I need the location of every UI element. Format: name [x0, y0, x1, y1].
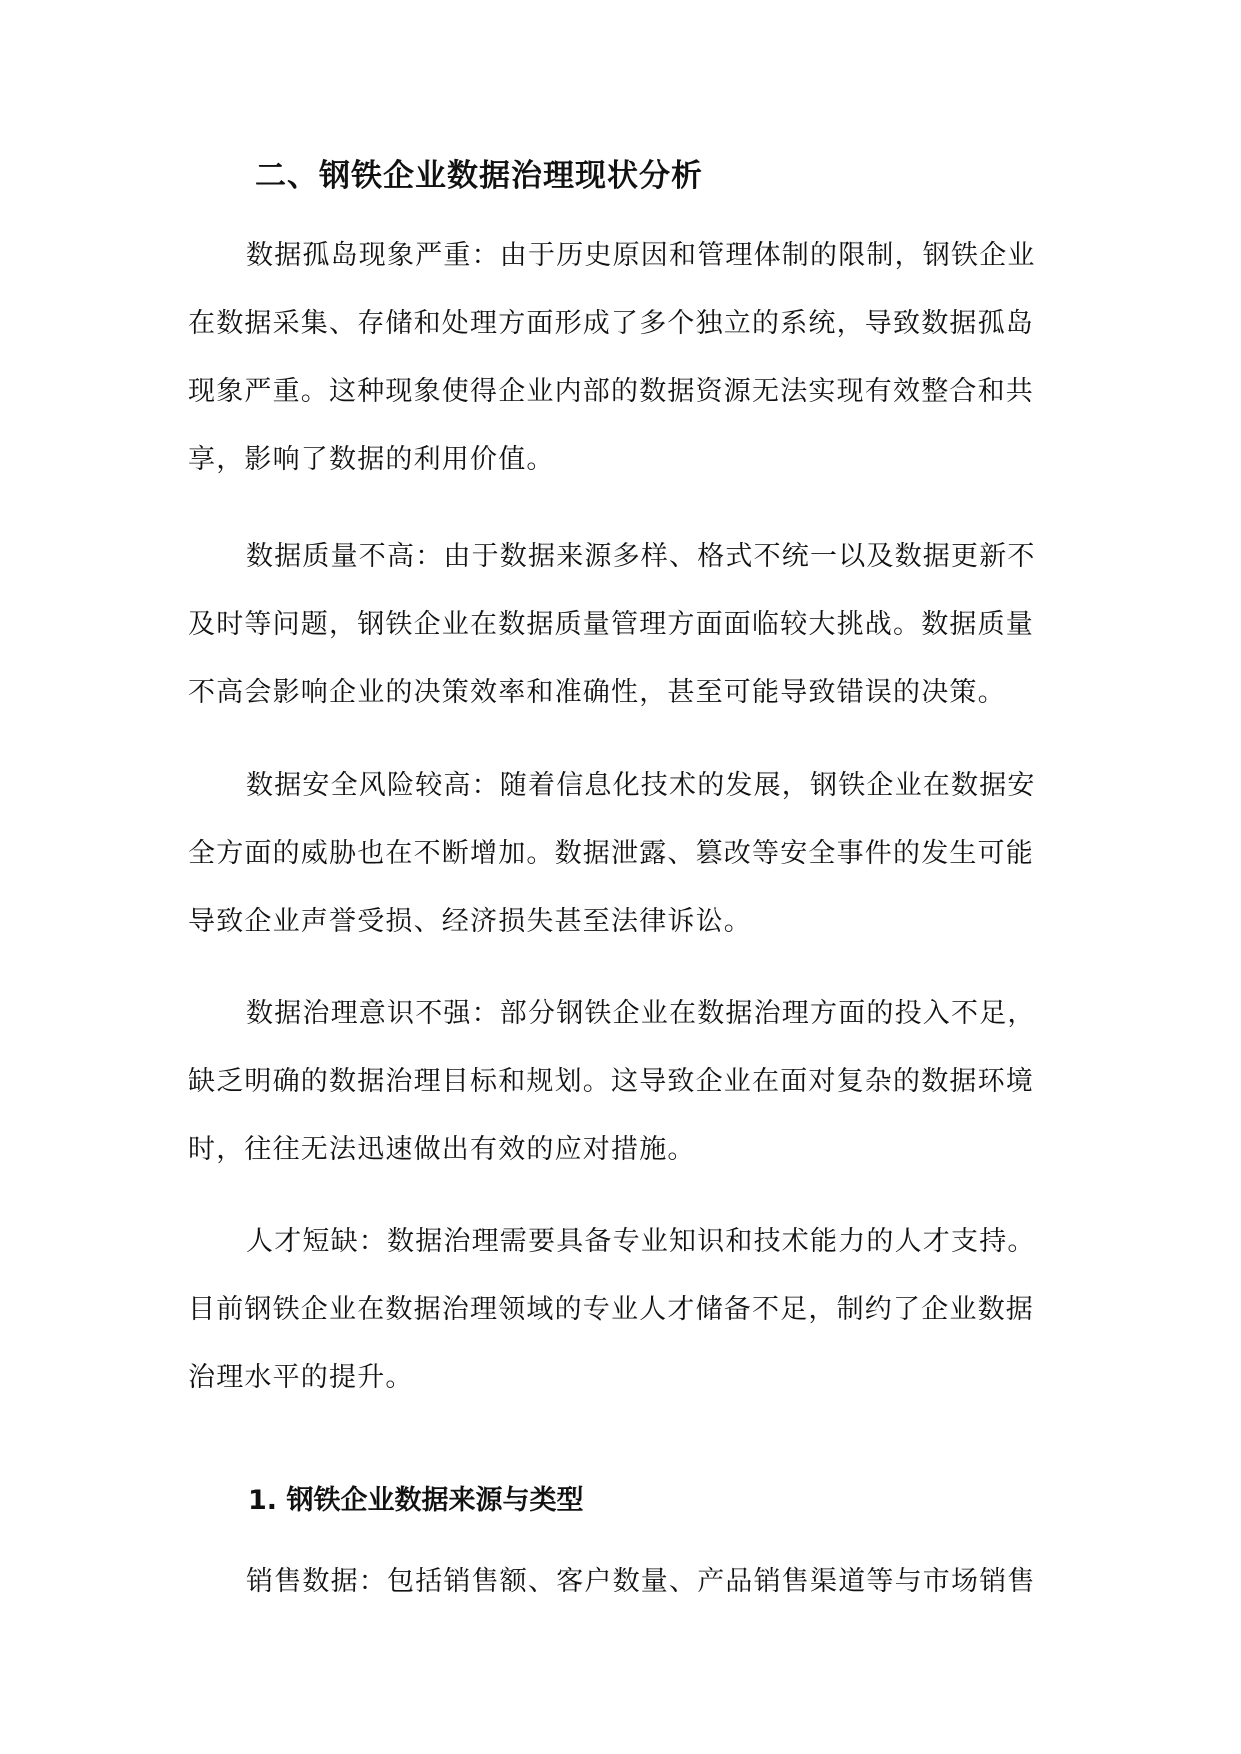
paragraph-line: 不高会影响企业的决策效率和准确性，甚至可能导致错误的决策。 — [188, 677, 1006, 708]
paragraph-line: 在数据采集、存储和处理方面形成了多个独立的系统，导致数据孤岛 — [188, 308, 1034, 339]
paragraph-line: 享，影响了数据的利用价值。 — [188, 444, 555, 475]
paragraph-line: 目前钢铁企业在数据治理领域的专业人才储备不足，制约了企业数据 — [188, 1294, 1034, 1325]
section-heading: 二、钢铁企业数据治理现状分析 — [255, 158, 703, 194]
paragraph-line: 人才短缺：数据治理需要具备专业知识和技术能力的人才支持。 — [246, 1226, 1036, 1257]
paragraph-line: 全方面的威胁也在不断增加。数据泄露、篡改等安全事件的发生可能 — [188, 838, 1034, 869]
paragraph-line: 数据孤岛现象严重：由于历史原因和管理体制的限制，钢铁企业 — [246, 240, 1036, 271]
paragraph-line: 及时等问题，钢铁企业在数据质量管理方面面临较大挑战。数据质量 — [188, 609, 1034, 640]
paragraph-line: 导致企业声誉受损、经济损失甚至法律诉讼。 — [188, 906, 752, 937]
paragraph-line: 现象严重。这种现象使得企业内部的数据资源无法实现有效整合和共 — [188, 376, 1034, 407]
paragraph-line: 数据治理意识不强：部分钢铁企业在数据治理方面的投入不足， — [246, 998, 1036, 1029]
paragraph-line: 销售数据：包括销售额、客户数量、产品销售渠道等与市场销售 — [246, 1566, 1036, 1597]
paragraph-line: 缺乏明确的数据治理目标和规划。这导致企业在面对复杂的数据环境 — [188, 1066, 1034, 1097]
paragraph-line: 数据质量不高：由于数据来源多样、格式不统一以及数据更新不 — [246, 541, 1036, 572]
subsection-heading: 1. 钢铁企业数据来源与类型 — [248, 1485, 584, 1516]
paragraph-line: 治理水平的提升。 — [188, 1362, 414, 1393]
paragraph-line: 时，往往无法迅速做出有效的应对措施。 — [188, 1134, 696, 1165]
paragraph-line: 数据安全风险较高：随着信息化技术的发展，钢铁企业在数据安 — [246, 770, 1036, 801]
